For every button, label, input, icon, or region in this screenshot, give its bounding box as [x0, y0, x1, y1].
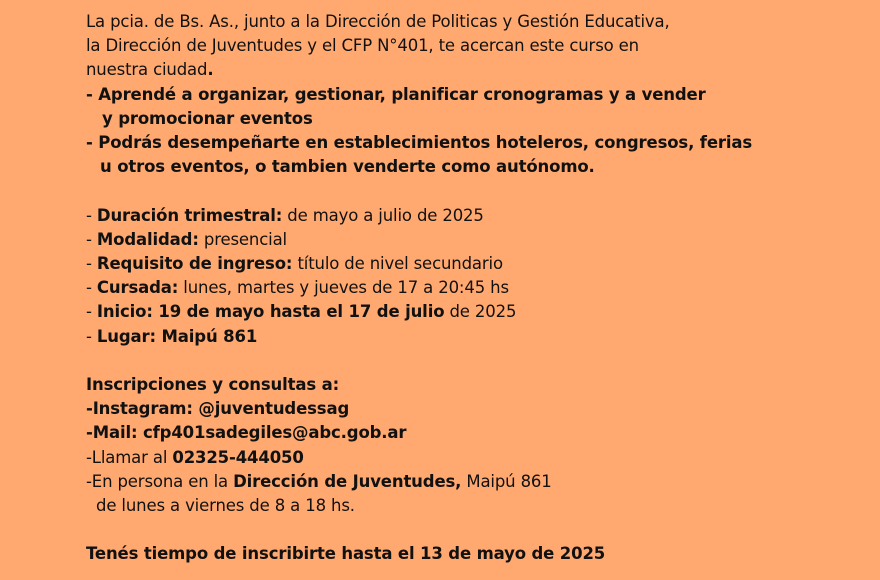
- detail-requisito-prefix: -: [86, 254, 97, 274]
- flyer-text-block: [86, 10, 866, 567]
- detail-cursada: [86, 276, 866, 300]
- intro-line-2: la Dirección de Juventudes y el CFP N°401, te acercan este curso en: [86, 36, 639, 56]
- detail-lugar-label: Lugar: Maipú 861: [96, 326, 258, 346]
- contact-in-person-office: Dirección de Juventudes,: [233, 471, 462, 491]
- contact-in-person: [86, 470, 866, 494]
- benefit-2-line-2: u otros eventos, o tambien venderte como autónomo.: [100, 157, 595, 177]
- detail-modalidad: [86, 228, 866, 252]
- detail-lugar: [86, 325, 866, 349]
- spacer: [86, 349, 866, 373]
- intro-line-3-dot: .: [207, 60, 214, 80]
- contact-in-person-text: -En persona en la: [86, 471, 234, 491]
- detail-cursada-prefix: -: [86, 278, 97, 298]
- spacer: [86, 179, 866, 203]
- detail-cursada-label: Cursada:: [96, 278, 179, 298]
- contact-phone: [86, 446, 866, 470]
- detail-modalidad-value: presencial: [198, 229, 287, 249]
- benefit-1-line-2: y promocionar eventos: [102, 108, 313, 128]
- intro-line-3-text: nuestra ciudad: [86, 60, 208, 80]
- contact-heading: Inscripciones y consultas a:: [86, 375, 340, 395]
- benefit-2-line-1: - Podrás desempeñarte en establecimientos hoteleros, congresos, ferias: [86, 133, 753, 153]
- intro-line-3: [86, 58, 866, 82]
- detail-modalidad-prefix: -: [86, 229, 97, 249]
- detail-inicio-label: Inicio: 19 de mayo hasta el 17 de julio: [96, 302, 445, 322]
- detail-inicio: [86, 300, 866, 324]
- benefit-1-line-1: - Aprendé a organizar, gestionar, planificar cronogramas y a vender: [86, 84, 706, 104]
- contact-phone-number: 02325-444050: [172, 447, 304, 467]
- spacer: [86, 518, 866, 542]
- detail-cursada-value: lunes, martes y jueves de 17 a 20:45 hs: [178, 278, 509, 298]
- contact-mail: -Mail: cfp401sadegiles@abc.gob.ar: [86, 423, 407, 443]
- contact-instagram: -Instagram: @juventudessag: [86, 399, 350, 419]
- contact-phone-text: -Llamar al: [86, 447, 173, 467]
- detail-requisito: [86, 252, 866, 276]
- detail-duracion-prefix: -: [86, 205, 97, 225]
- detail-duracion: [86, 204, 866, 228]
- detail-duracion-label: Duración trimestral:: [96, 205, 283, 225]
- detail-inicio-value: de 2025: [444, 302, 517, 322]
- contact-hours: de lunes a viernes de 8 a 18 hs.: [96, 496, 355, 516]
- detail-modalidad-label: Modalidad:: [96, 229, 199, 249]
- intro-line-1: La pcia. de Bs. As., junto a la Dirección de Politicas y Gestión Educativa,: [86, 12, 670, 31]
- detail-requisito-label: Requisito de ingreso:: [96, 254, 293, 274]
- enrollment-deadline: Tenés tiempo de inscribirte hasta el 13 de mayo de 2025: [86, 544, 606, 564]
- detail-inicio-prefix: -: [86, 302, 97, 322]
- contact-in-person-address: Maipú 861: [461, 471, 552, 491]
- detail-lugar-prefix: -: [86, 326, 97, 346]
- detail-requisito-value: título de nivel secundario: [292, 254, 503, 274]
- detail-duracion-value: de mayo a julio de 2025: [282, 205, 484, 225]
